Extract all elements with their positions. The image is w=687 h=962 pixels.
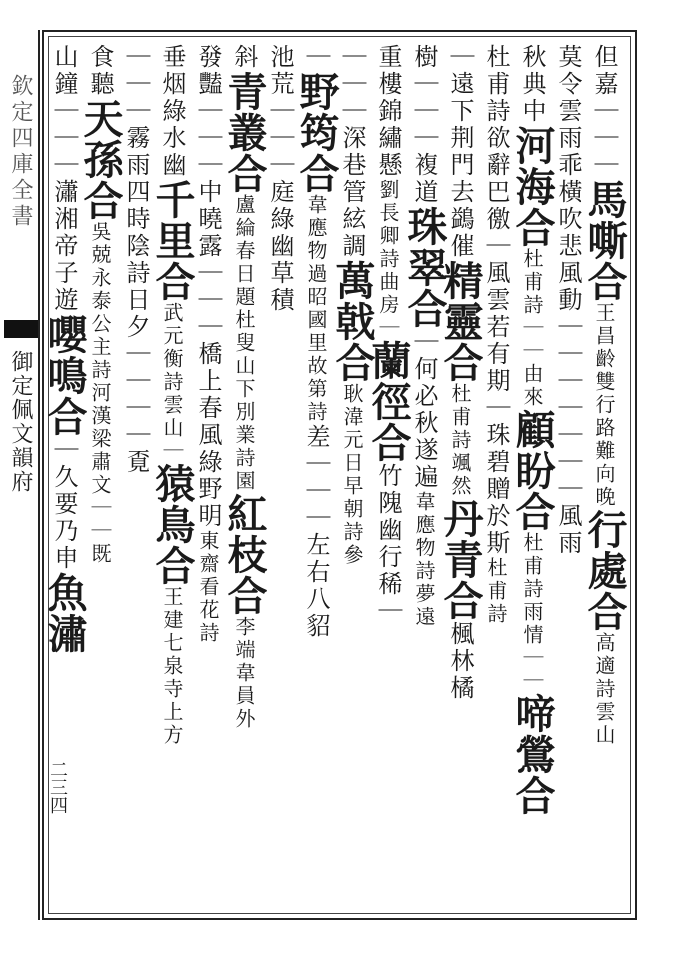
text-segment: 杜甫詩雨情｜｜ [520,532,544,693]
text-segment: ｜｜｜深巷管絃調 [338,44,366,260]
text-segment: ｜風雲若有期 [482,233,510,395]
text-column [149,44,196,904]
text-column [293,44,340,904]
text-segment: 池荒｜｜｜庭綠幽草積 [266,44,294,314]
text-segment: ｜｜｜瀟湘帝子遊 [50,98,78,314]
text-column [484,44,520,904]
text-column [196,44,232,904]
text-segment: 典中 [518,71,546,125]
text-segment: ｜珠碧贈於斯 [482,395,510,557]
page-number: 二三四 [47,760,68,814]
headword: 精靈合 [437,260,484,383]
text-column [556,44,592,904]
headword: 嚶鳴合 [41,314,88,437]
text-column [268,44,304,904]
fishtail-mark [4,320,38,338]
text-segment: 重樓錦繡懸 [374,44,402,179]
headword: 顧盼合 [509,409,556,532]
headword: 萬戟合 [329,260,376,383]
text-segment: 詩日夕｜｜｜｜覔 [122,260,150,476]
collection-title: 欽定四庫全書 [8,74,33,230]
text-segment: 食聽 [86,44,114,98]
headword: 河海合 [509,125,556,248]
text-segment: 山鐘 [50,44,78,98]
text-segment: 中曉露｜｜｜橋上春風綠野明 [194,179,222,530]
text-segment: 東齋看花詩 [196,530,220,645]
text-segment: 杜甫詩｜｜由來 [520,248,544,409]
headword: 青叢合 [221,71,268,194]
text-segment: 發豔｜｜｜ [194,44,222,179]
text-segment: 杜甫詩 [484,557,508,626]
text-segment: 李端韋員外 [232,616,256,731]
text-column [437,44,484,904]
headword: 天孫合 [77,98,124,221]
text-segment: 秋 [518,44,546,71]
headword: 行處合 [581,509,628,632]
book-title: 御定佩文韻府 [8,350,33,494]
text-segment: 耿湋元日早朝詩參 [340,383,364,567]
text-segment: 武元衡詩雲山｜ [160,302,184,463]
text-segment: 吳兢永泰公主詩河漢 [88,221,112,428]
text-segment: ｜遠下荆門去鷁催 [446,44,474,260]
headword: 啼鶯合 [509,693,556,816]
text-segment: 盧綸春日題杜叟山下別業詩園 [232,194,256,493]
text-column [509,44,556,904]
text-column [581,44,628,904]
text-segment: 斜 [230,44,258,71]
text-segment: 王建七泉寺上方 [160,586,184,747]
text-column [329,44,376,904]
text-column [221,44,268,904]
headword: 野筠合 [293,71,340,194]
text-segment: 差｜｜｜左右八貂 [302,424,330,640]
headword: 丹青合 [437,498,484,621]
text-segment: 杜甫詩颯然 [448,383,472,498]
text-segment: 杜甫詩欲辭巴徼 [482,44,510,233]
headword: 馬嘶合 [581,179,628,302]
text-segment: 高適詩雲山 [592,632,616,747]
text-column [401,44,448,904]
headword: 蘭徑合 [365,340,412,463]
text-column [124,44,160,904]
text-segment: ｜何必秋遂遍 [410,329,438,491]
text-segment: 劉長卿詩曲房｜ [376,179,400,340]
page-margin-column [0,30,40,920]
text-segment: 梁肅文｜｜既 [88,428,112,566]
text-segment: 樹｜｜｜複道 [410,44,438,206]
text-segment: ｜｜｜｜風雨 [554,395,582,557]
text-segment: 莫令雲雨乖 [554,44,582,179]
text-column [365,44,412,904]
text-segment: 但嘉｜｜｜ [590,44,618,179]
text-segment: 垂烟綠水幽 [158,44,186,179]
headword: 魚潚 [41,572,88,654]
text-segment: 楓林橘 [446,621,474,702]
text-segment: 韋應物詩夢遠 [412,491,436,629]
text-segment: 王昌齡雙行路難向晚 [592,302,616,509]
text-segment: 橫吹悲風動｜｜｜ [554,179,582,395]
text-column [41,44,88,904]
text-segment: 韋應物過昭國里故第詩 [304,194,328,424]
headword: 千里合 [149,179,196,302]
headword: 猿鳥合 [149,463,196,586]
text-column [77,44,124,904]
text-segment: ｜｜｜霧雨四時陰 [122,44,150,260]
text-segment: ｜ [302,44,330,71]
text-segment: 竹隗幽行稀｜ [374,463,402,625]
text-segment: ｜久要乃申 [50,437,78,572]
headword: 珠翠合 [401,206,448,329]
headword: 紅枝合 [221,493,268,616]
